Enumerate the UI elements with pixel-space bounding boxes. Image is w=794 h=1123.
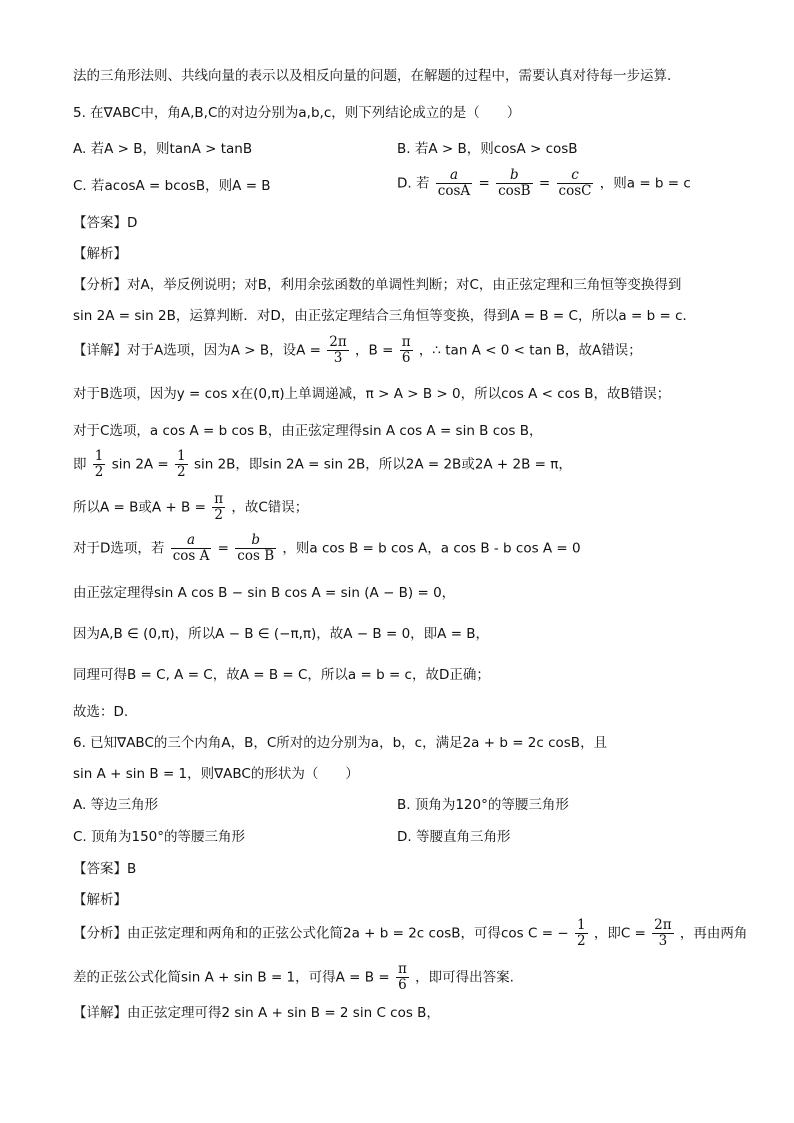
- fraction: $\frac{a}{\cos A}$: [437, 167, 471, 199]
- option-text: ，则a = b = c: [599, 175, 691, 192]
- answer-label: 【答案】B: [73, 861, 137, 877]
- q5-option-a: A. 若A > B，则tanA > tanB: [73, 141, 253, 157]
- fraction: $\frac{\pi}{6}$: [397, 961, 407, 993]
- q6-option-b: B. 顶角为120°的等腰三角形: [397, 797, 569, 813]
- detail-line: 即 $\frac{1}{2}$ sin 2A = $\frac{1}{2}$ sin 2B，即sin 2A = sin 2B，所以2A = 2B或2A + 2B = π，: [73, 448, 572, 480]
- q6-option-d: D. 等腰直角三角形: [397, 829, 511, 845]
- fraction: $\frac{1}{2}$: [576, 917, 586, 949]
- q5-option-d: D. 若 $\frac{a}{\cos A}$ = $\frac{b}{\cos B}$ = $\frac{c}{\cos C}$ ，则a = b = c: [397, 167, 691, 199]
- fraction: $\frac{b}{\text{cos B}}$: [237, 532, 275, 564]
- q5-option-b: B. 若A > B，则cosA > cosB: [397, 141, 578, 157]
- question-6-stem: sin A + sin B = 1，则∇ABC的形状为（ ）: [73, 766, 359, 782]
- fraction: $\frac{1}{2}$: [94, 448, 104, 480]
- fraction: $\frac{2\pi}{3}$: [654, 917, 672, 949]
- q6-option-c: C. 顶角为150°的等腰三角形: [73, 829, 246, 845]
- option-label: D. 若: [397, 175, 430, 192]
- analysis-label: 【解析】: [73, 892, 127, 908]
- answer-label: 【答案】D: [73, 215, 138, 231]
- fraction: $\frac{2\pi}{3}$: [329, 334, 347, 366]
- detail-line: 故选：D.: [73, 704, 129, 720]
- analysis-text: 【分析】由正弦定理和两角和的正弦公式化简2a + b = 2c cosB，可得cos C = − $\frac{1}{2}$ ，即C = $\frac{2\pi}{3}$ ，再由两角: [73, 917, 748, 949]
- question-6-stem: 6. 已知∇ABC的三个内角A，B，C所对的边分别为a，b，c，满足2a + b = 2c cosB，且: [73, 735, 608, 751]
- fraction: $\frac{\pi}{2}$: [214, 491, 224, 523]
- analysis-label: 【解析】: [73, 246, 127, 262]
- analysis-text: 差的正弦公式化简sin A + sin B = 1，可得A = B = $\frac{\pi}{6}$ ，即可得出答案.: [73, 961, 514, 993]
- detail-line: 同理可得B = C, A = C，故A = B = C，所以a = b = c，故D正确；: [73, 667, 490, 683]
- detail-line: 对于D选项，若 $\frac{a}{\text{cos A}}$ = $\frac{b}{\text{cos B}}$ ，则a cos B = b cos A，a cos B - b cos A = 0: [73, 532, 581, 564]
- detail-line: 对于B选项，因为y = cos x在(0,π)上单调递减，π > A > B > 0，所以cos A < cos B，故B错误；: [73, 386, 671, 402]
- q5-option-c: C. 若acosA = bcosB，则A = B: [73, 178, 271, 194]
- fraction: $\frac{c}{\cos C}$: [558, 167, 592, 199]
- detail-line: 由正弦定理得sin A cos B − sin B cos A = sin (A − B) = 0，: [73, 585, 456, 601]
- detail-line: 所以A = B或A + B = $\frac{\pi}{2}$ ，故C错误；: [73, 491, 309, 523]
- fraction: $\frac{b}{\cos B}$: [498, 167, 531, 199]
- fraction: $\frac{\pi}{6}$: [401, 334, 411, 366]
- detail-line: 【详解】对于A选项，因为A > B，设A = $\frac{2\pi}{3}$ ，B = $\frac{\pi}{6}$ ，∴ tan A < 0 < tan B，故A错误；: [73, 334, 642, 366]
- analysis-text: sin 2A = sin 2B，运算判断．对D，由正弦定理结合三角恒等变换，得到A = B = C，所以a = b = c．: [73, 308, 696, 324]
- detail-line: 因为A,B ∈ (0,π)，所以A − B ∈ (−π,π)，故A − B = 0，即A = B，: [73, 626, 490, 642]
- q6-option-a: A. 等边三角形: [73, 797, 159, 813]
- detail-line: 对于C选项，a cos A = b cos B，由正弦定理得sin A cos A = sin B cos B，: [73, 423, 543, 439]
- analysis-text: 【分析】对A，举反例说明；对B，利用余弦函数的单调性判断；对C，由正弦定理和三角恒等变换得到: [73, 277, 682, 293]
- fraction: $\frac{1}{2}$: [177, 448, 186, 480]
- text-line: 法的三角形法则、共线向量的表示以及相反向量的问题，在解题的过程中，需要认真对待每一步运算.: [73, 68, 672, 84]
- question-5-stem: 5. 在∇ABC中，角A,B,C的对边分别为a,b,c，则下列结论成立的是（ ）: [73, 105, 521, 121]
- detail-line: 【详解】由正弦定理可得2 sin A + sin B = 2 sin C cos B，: [73, 1005, 440, 1021]
- fraction: $\frac{a}{\text{cos A}}$: [172, 532, 210, 564]
